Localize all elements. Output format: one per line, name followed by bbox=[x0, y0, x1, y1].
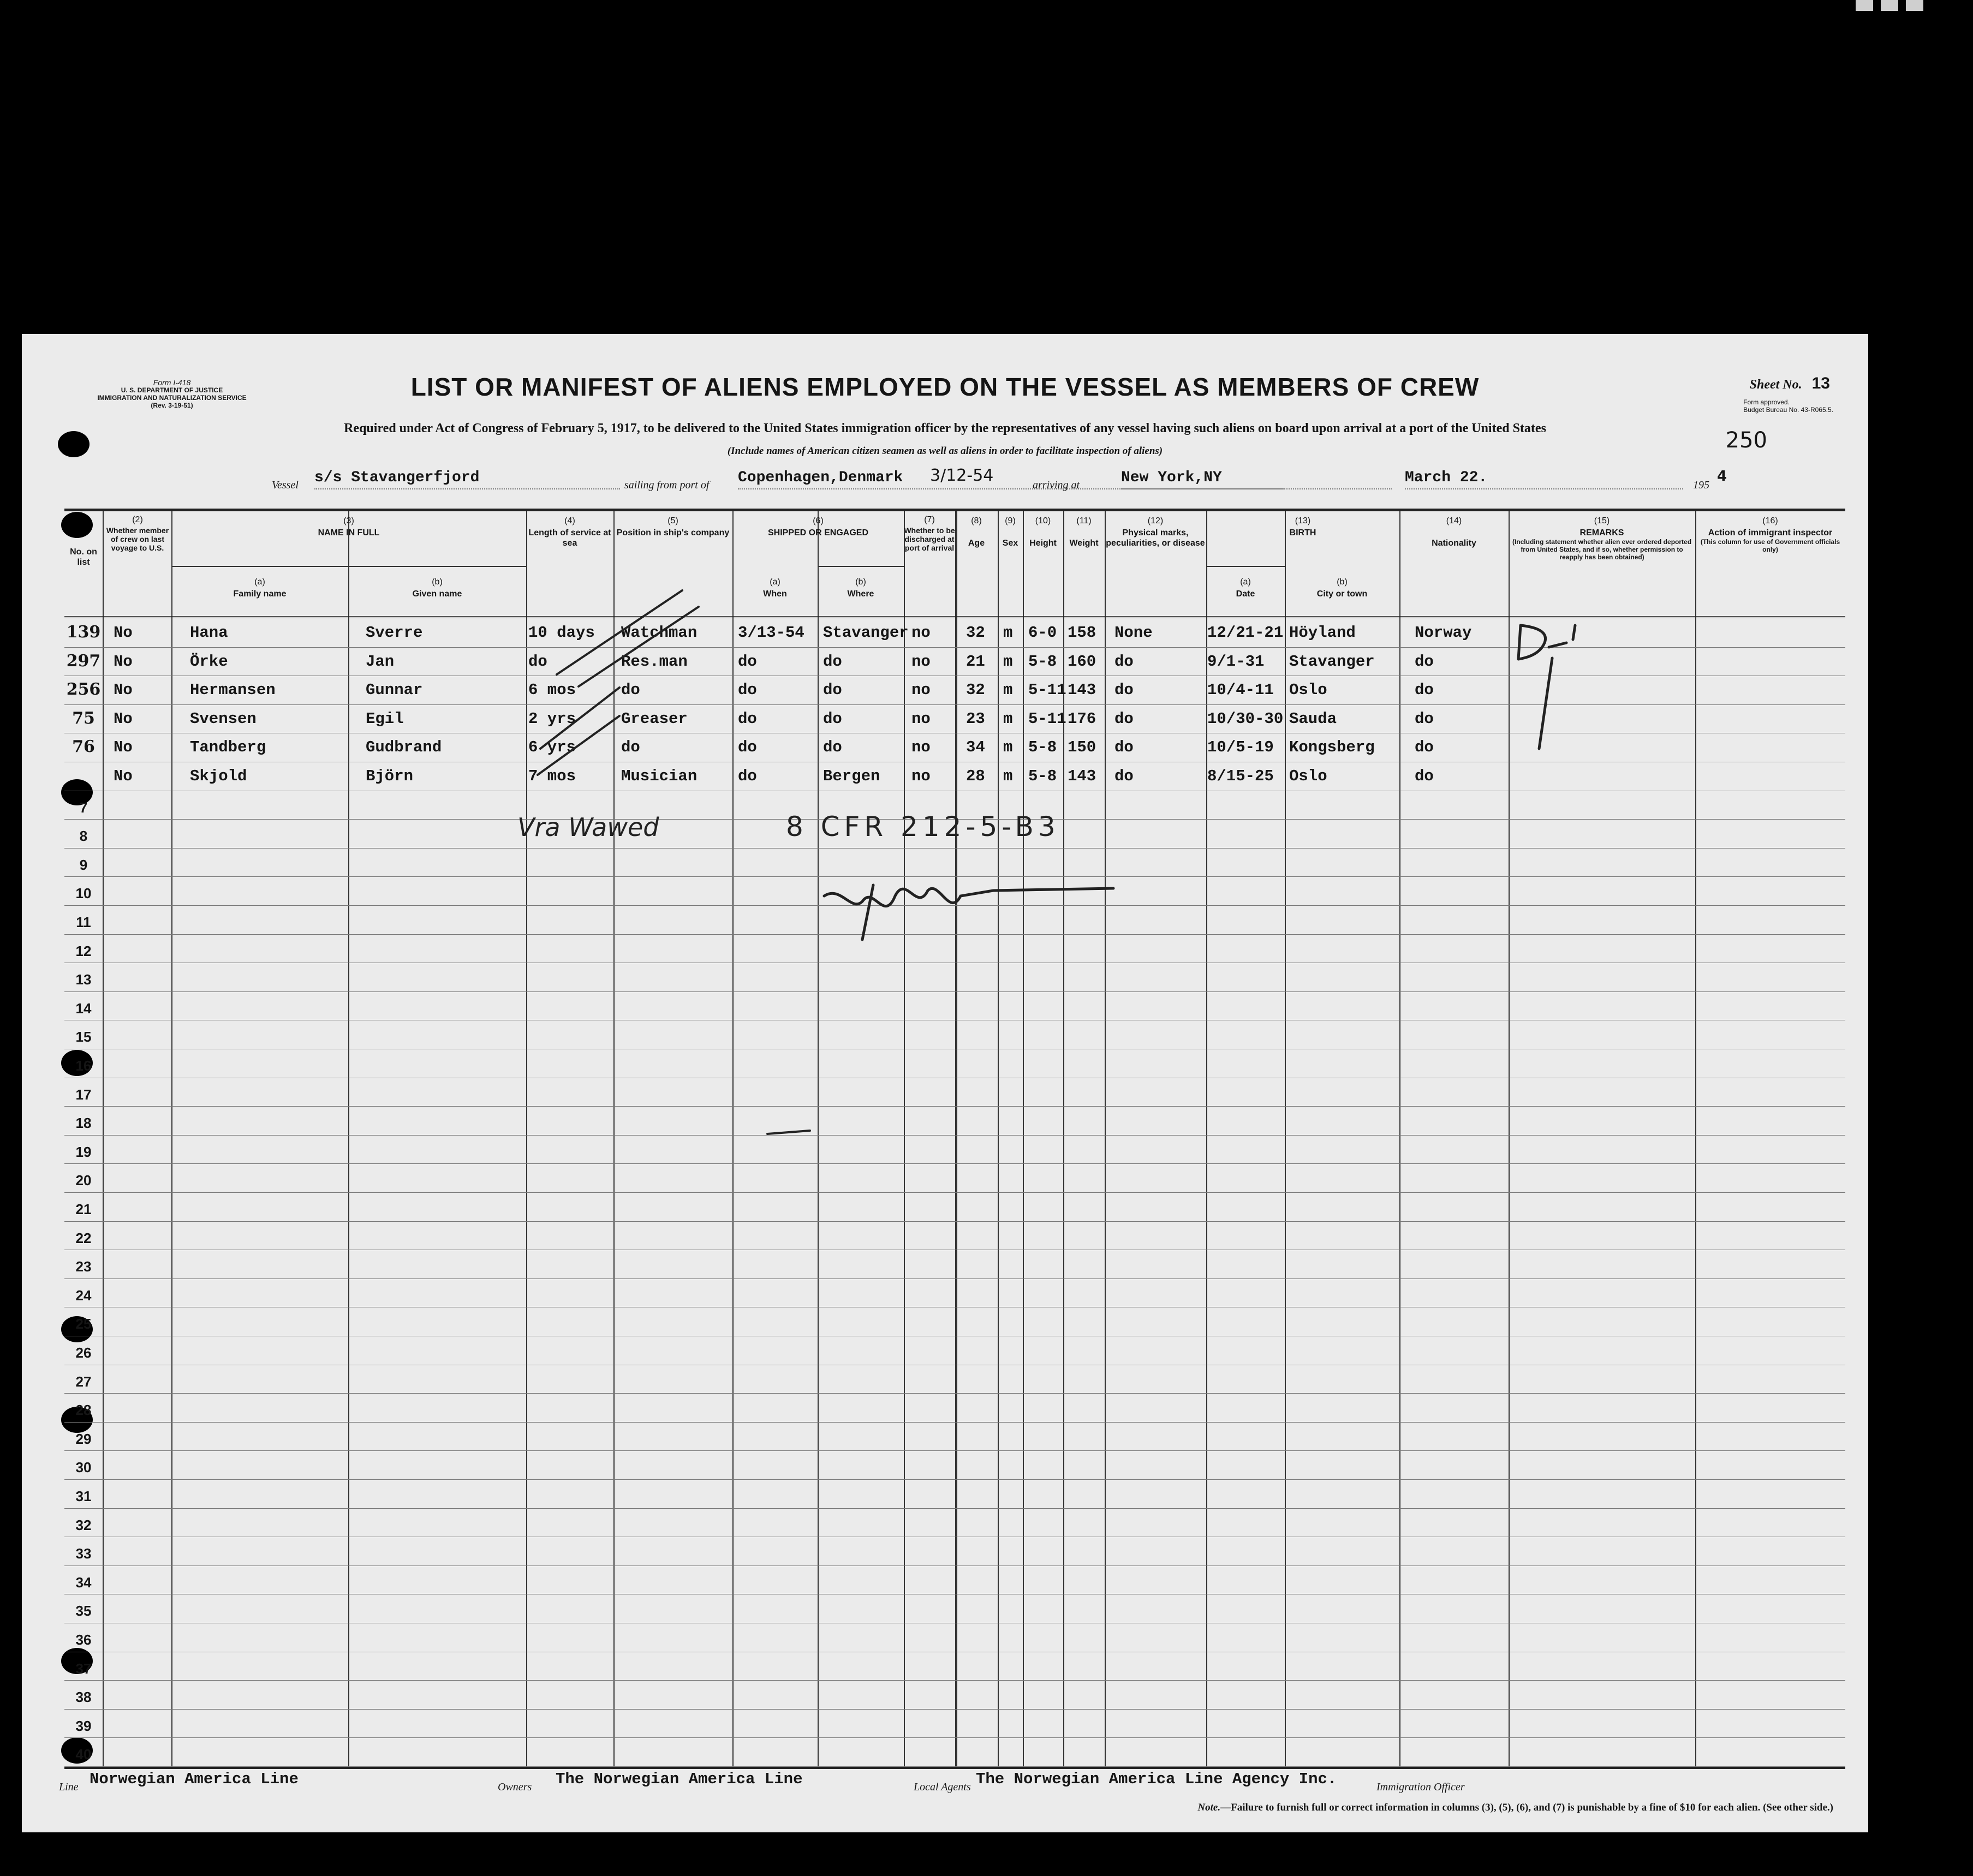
row-number: 17 bbox=[75, 1086, 92, 1103]
cell-height: 5-8 bbox=[1028, 738, 1057, 757]
list-number: 76 bbox=[72, 737, 95, 757]
col-family-name: (a) Family name bbox=[233, 577, 287, 599]
col-discharged: (7) Whether to be discharged at port of arrival bbox=[904, 515, 955, 552]
row-number: 37 bbox=[75, 1660, 92, 1677]
row-number: 21 bbox=[75, 1201, 92, 1217]
list-number: 256 bbox=[66, 680, 101, 700]
cell-given-name: Egil bbox=[366, 709, 404, 728]
row-number: 33 bbox=[75, 1545, 92, 1562]
department-name: U. S. DEPARTMENT OF JUSTICE bbox=[121, 386, 223, 394]
cell-birth-city: Oslo bbox=[1289, 767, 1327, 785]
officer-label: Immigration Officer bbox=[1376, 1781, 1465, 1793]
line-value: Norwegian America Line bbox=[90, 1770, 299, 1788]
line-label: Line bbox=[59, 1781, 79, 1793]
cell-discharge: no bbox=[911, 709, 931, 728]
col-weight: (11) Weight bbox=[1069, 516, 1099, 548]
vessel-label: Vessel bbox=[272, 479, 299, 491]
row-number: 28 bbox=[75, 1402, 92, 1419]
waiver-annotation: Vra Wawed bbox=[517, 812, 659, 842]
cell-given-name: Björn bbox=[366, 767, 414, 785]
cell-age: 23 bbox=[966, 709, 985, 728]
cell-sex: m bbox=[1003, 624, 1013, 642]
cell-height: 5-8 bbox=[1028, 767, 1057, 785]
cell-physical-marks: do bbox=[1114, 709, 1134, 728]
cell-physical-marks: do bbox=[1114, 767, 1134, 785]
service-name: IMMIGRATION AND NATURALIZATION SERVICE bbox=[97, 394, 247, 402]
row-number: 34 bbox=[75, 1574, 92, 1591]
year-prefix: 195 bbox=[1693, 479, 1709, 491]
cell-position: Musician bbox=[621, 767, 698, 785]
col-birth-city: (b) City or town bbox=[1316, 577, 1368, 599]
manifest-sheet bbox=[22, 334, 1868, 1832]
cell-age: 32 bbox=[966, 681, 985, 700]
cell-service-length: 7 mos bbox=[528, 767, 576, 785]
approval-line: Form approved. bbox=[1743, 398, 1790, 406]
row-number: 18 bbox=[75, 1115, 92, 1132]
note-label: Note. bbox=[1197, 1802, 1221, 1813]
cell-physical-marks: do bbox=[1114, 681, 1134, 700]
cell-position: Greaser bbox=[621, 709, 688, 728]
vessel-name: s/s Stavangerfjord bbox=[314, 469, 620, 489]
cell-given-name: Gudbrand bbox=[366, 738, 442, 757]
cell-physical-marks: None bbox=[1114, 624, 1153, 642]
col-birth: (13) BIRTH bbox=[1289, 516, 1316, 537]
sailing-port: Copenhagen,Denmark bbox=[738, 469, 1284, 489]
cell-position: do bbox=[621, 681, 640, 700]
row-number: 7 bbox=[79, 799, 88, 816]
cell-sex: m bbox=[1003, 652, 1013, 671]
cell-nationality: do bbox=[1415, 652, 1434, 671]
cell-birth-city: Kongsberg bbox=[1289, 738, 1375, 757]
row-number: 10 bbox=[75, 885, 92, 902]
row-number: 13 bbox=[75, 971, 92, 988]
cell-height: 5-8 bbox=[1028, 652, 1057, 671]
cell-service-length: 6 yrs bbox=[528, 738, 576, 757]
col-inspector-action: (16) Action of immigrant inspector (This column for use of Government officials only) bbox=[1700, 516, 1840, 553]
cell-birth-date: 10/5-19 bbox=[1207, 738, 1274, 757]
cell-birth-date: 9/1-31 bbox=[1207, 652, 1265, 671]
cell-weight: 176 bbox=[1068, 709, 1096, 728]
cell-last-voyage: No bbox=[114, 738, 133, 757]
row-number: 20 bbox=[75, 1172, 92, 1189]
cell-shipped-when: do bbox=[738, 709, 757, 728]
service-slash-marks bbox=[538, 590, 810, 1134]
owners-value: The Norwegian America Line bbox=[556, 1770, 803, 1788]
cell-sex: m bbox=[1003, 681, 1013, 700]
cell-physical-marks: do bbox=[1114, 652, 1134, 671]
cell-discharge: no bbox=[911, 652, 931, 671]
sailing-label: sailing from port of bbox=[624, 479, 710, 491]
cell-position: Watchman bbox=[621, 624, 698, 642]
cell-last-voyage: No bbox=[114, 624, 133, 642]
row-number: 40 bbox=[75, 1746, 92, 1763]
requirement-text: Required under Act of Congress of February 5, 1917, to be delivered to the United States immigration officer by the representatives of any vessel having such aliens on board upon arrival at a port of the United States bbox=[344, 421, 1546, 435]
cell-weight: 160 bbox=[1068, 652, 1096, 671]
cell-discharge: no bbox=[911, 681, 931, 700]
cell-given-name: Jan bbox=[366, 652, 395, 671]
arrival-date: March 22. bbox=[1405, 469, 1683, 489]
signature-stroke bbox=[824, 888, 1113, 906]
row-number: 38 bbox=[75, 1689, 92, 1706]
row-number: 23 bbox=[75, 1258, 92, 1275]
remarks-bracket bbox=[1518, 625, 1575, 749]
regulation-annotation: 8 CFR 212-5-B3 bbox=[786, 811, 1060, 843]
cell-shipped-where: do bbox=[823, 652, 842, 671]
row-number: 19 bbox=[75, 1143, 92, 1160]
cell-shipped-where: Bergen bbox=[823, 767, 880, 785]
cell-shipped-when: do bbox=[738, 767, 757, 785]
cell-birth-city: Höyland bbox=[1289, 624, 1356, 642]
row-number: 25 bbox=[75, 1316, 92, 1333]
budget-bureau-line: Budget Bureau No. 43-R065.5. bbox=[1743, 406, 1833, 414]
cell-nationality: do bbox=[1415, 767, 1434, 785]
cell-nationality: do bbox=[1415, 709, 1434, 728]
row-number: 8 bbox=[79, 828, 88, 845]
row-number: 24 bbox=[75, 1287, 92, 1304]
col-shipped-engaged: (6) SHIPPED OR ENGAGED bbox=[767, 516, 869, 537]
signature bbox=[824, 885, 1113, 940]
cell-service-length: 2 yrs bbox=[528, 709, 576, 728]
include-note: (Include names of American citizen seamen as well as aliens in order to facilitate inspection of aliens) bbox=[727, 445, 1163, 457]
cell-age: 34 bbox=[966, 738, 985, 757]
cell-discharge: no bbox=[911, 738, 931, 757]
remark-initial bbox=[1518, 625, 1575, 659]
cell-service-length: 10 days bbox=[528, 624, 595, 642]
col-given-name: (b) Given name bbox=[412, 577, 462, 599]
cell-discharge: no bbox=[911, 767, 931, 785]
form-number: Form I-418 bbox=[153, 378, 191, 387]
cell-height: 6-0 bbox=[1028, 624, 1057, 642]
row-number: 12 bbox=[75, 942, 92, 959]
slash-mark bbox=[767, 1131, 810, 1134]
cell-nationality: do bbox=[1415, 738, 1434, 757]
cell-birth-date: 10/30-30 bbox=[1207, 709, 1284, 728]
cell-shipped-where: do bbox=[823, 738, 842, 757]
col-sex: (9) Sex bbox=[1002, 516, 1018, 548]
row-number: 14 bbox=[75, 1000, 92, 1017]
cell-last-voyage: No bbox=[114, 709, 133, 728]
slash-mark bbox=[557, 590, 682, 674]
row-number: 22 bbox=[75, 1229, 92, 1246]
cell-last-voyage: No bbox=[114, 681, 133, 700]
owners-label: Owners bbox=[498, 1781, 532, 1793]
slash-mark bbox=[540, 688, 619, 749]
cell-birth-city: Oslo bbox=[1289, 681, 1327, 700]
col-physical-marks: (12) Physical marks, peculiarities, or disease bbox=[1106, 516, 1205, 548]
cell-birth-city: Sauda bbox=[1289, 709, 1337, 728]
list-number: 75 bbox=[72, 708, 95, 728]
cell-age: 32 bbox=[966, 624, 985, 642]
cell-shipped-when: do bbox=[738, 652, 757, 671]
note-text: —Failure to furnish full or correct information in columns (3), (5), (6), and (7) is punishable by a fine of $10 for each alien. (See other side.) bbox=[1220, 1802, 1833, 1813]
cell-nationality: Norway bbox=[1415, 624, 1472, 642]
cell-shipped-when: do bbox=[738, 681, 757, 700]
handwritten-annotations bbox=[22, 334, 1868, 1832]
cell-position: Res.man bbox=[621, 652, 688, 671]
col-last-voyage: (2) Whether member of crew on last voyage to U.S. bbox=[106, 515, 169, 552]
cell-age: 21 bbox=[966, 652, 985, 671]
cell-sex: m bbox=[1003, 767, 1013, 785]
cell-sex: m bbox=[1003, 709, 1013, 728]
remark-annotation: D/1 bbox=[1517, 661, 1518, 662]
slash-mark bbox=[538, 716, 619, 775]
row-number: 15 bbox=[75, 1029, 92, 1045]
cell-service-length: do bbox=[528, 652, 547, 671]
sheet-number-label: Sheet No. bbox=[1749, 378, 1802, 392]
col-age: (8) Age bbox=[968, 516, 985, 548]
col-nationality: (14) Nationality bbox=[1432, 516, 1476, 548]
row-number: 26 bbox=[75, 1345, 92, 1361]
cell-family-name: Skjold bbox=[190, 767, 247, 785]
cell-physical-marks: do bbox=[1114, 738, 1134, 757]
col-position: (5) Position in ship's company bbox=[616, 516, 730, 537]
arriving-port: New York,NY bbox=[1121, 469, 1392, 489]
handwritten-number: 250 bbox=[1725, 428, 1767, 453]
year-suffix: 4 bbox=[1717, 468, 1727, 485]
col-length-of-service: (4) Length of service at sea bbox=[528, 516, 611, 548]
sailing-date: 3/12-54 bbox=[930, 466, 994, 485]
col-remarks: (15) REMARKS (Including statement whether alien ever ordered deported from United States, and if so, whether permission to reapply has been obtained) bbox=[1512, 516, 1692, 561]
cell-birth-date: 8/15-25 bbox=[1207, 767, 1274, 785]
form-revision: (Rev. 3-19-51) bbox=[151, 402, 193, 409]
cell-shipped-when: do bbox=[738, 738, 757, 757]
list-number: 297 bbox=[66, 651, 101, 671]
list-number: 139 bbox=[66, 623, 101, 642]
col-height: (10) Height bbox=[1029, 516, 1057, 548]
cell-age: 28 bbox=[966, 767, 985, 785]
cell-family-name: Hermansen bbox=[190, 681, 276, 700]
cell-shipped-where: do bbox=[823, 709, 842, 728]
cell-nationality: do bbox=[1415, 681, 1434, 700]
cell-shipped-where: Stavanger bbox=[823, 624, 909, 642]
cell-last-voyage: No bbox=[114, 767, 133, 785]
cell-height: 5-11 bbox=[1028, 681, 1066, 700]
row-number: 9 bbox=[79, 856, 88, 873]
row-number: 39 bbox=[75, 1717, 92, 1734]
cell-service-length: 6 mos bbox=[528, 681, 576, 700]
cell-family-name: Tandberg bbox=[190, 738, 266, 757]
cell-birth-city: Stavanger bbox=[1289, 652, 1375, 671]
cell-given-name: Sverre bbox=[366, 624, 423, 642]
cell-weight: 143 bbox=[1068, 767, 1096, 785]
cell-height: 5-11 bbox=[1028, 709, 1066, 728]
col-name-in-full: (3) NAME IN FULL bbox=[318, 516, 380, 537]
bracket-line bbox=[1539, 658, 1552, 749]
row-number: 36 bbox=[75, 1632, 92, 1648]
row-number: 30 bbox=[75, 1459, 92, 1476]
cell-sex: m bbox=[1003, 738, 1013, 757]
sheet-number: 13 bbox=[1811, 374, 1830, 392]
cell-birth-date: 10/4-11 bbox=[1207, 681, 1274, 700]
row-number: 31 bbox=[75, 1488, 92, 1504]
row-number: 16 bbox=[75, 1058, 92, 1074]
page-title: LIST OR MANIFEST OF ALIENS EMPLOYED ON THE VESSEL AS MEMBERS OF CREW bbox=[410, 373, 1480, 401]
cell-last-voyage: No bbox=[114, 652, 133, 671]
corner-marks bbox=[1856, 0, 1923, 11]
cell-given-name: Gunnar bbox=[366, 681, 423, 700]
col-birth-date: (a) Date bbox=[1236, 577, 1255, 599]
cell-weight: 150 bbox=[1068, 738, 1096, 757]
col-list-no: No. on list bbox=[70, 547, 97, 567]
row-number: 35 bbox=[75, 1603, 92, 1620]
cell-birth-date: 12/21-21 bbox=[1207, 624, 1284, 642]
cell-shipped-when: 3/13-54 bbox=[738, 624, 804, 642]
cell-discharge: no bbox=[911, 624, 931, 642]
row-number: 11 bbox=[76, 914, 91, 930]
cell-weight: 158 bbox=[1068, 624, 1096, 642]
cell-family-name: Örke bbox=[190, 652, 228, 671]
cell-family-name: Svensen bbox=[190, 709, 257, 728]
cell-position: do bbox=[621, 738, 640, 757]
signature-stroke bbox=[862, 885, 873, 940]
row-number: 29 bbox=[75, 1430, 92, 1447]
agents-label: Local Agents bbox=[914, 1781, 971, 1793]
row-number: 27 bbox=[75, 1373, 92, 1390]
cell-family-name: Hana bbox=[190, 624, 228, 642]
col-shipped-where: (b) Where bbox=[847, 577, 874, 599]
cell-weight: 143 bbox=[1068, 681, 1096, 700]
row-number: 32 bbox=[75, 1516, 92, 1533]
col-shipped-when: (a) When bbox=[763, 577, 787, 599]
agents-value: The Norwegian America Line Agency Inc. bbox=[976, 1770, 1337, 1788]
cell-shipped-where: do bbox=[823, 681, 842, 700]
arriving-label: arriving at bbox=[1033, 479, 1080, 491]
